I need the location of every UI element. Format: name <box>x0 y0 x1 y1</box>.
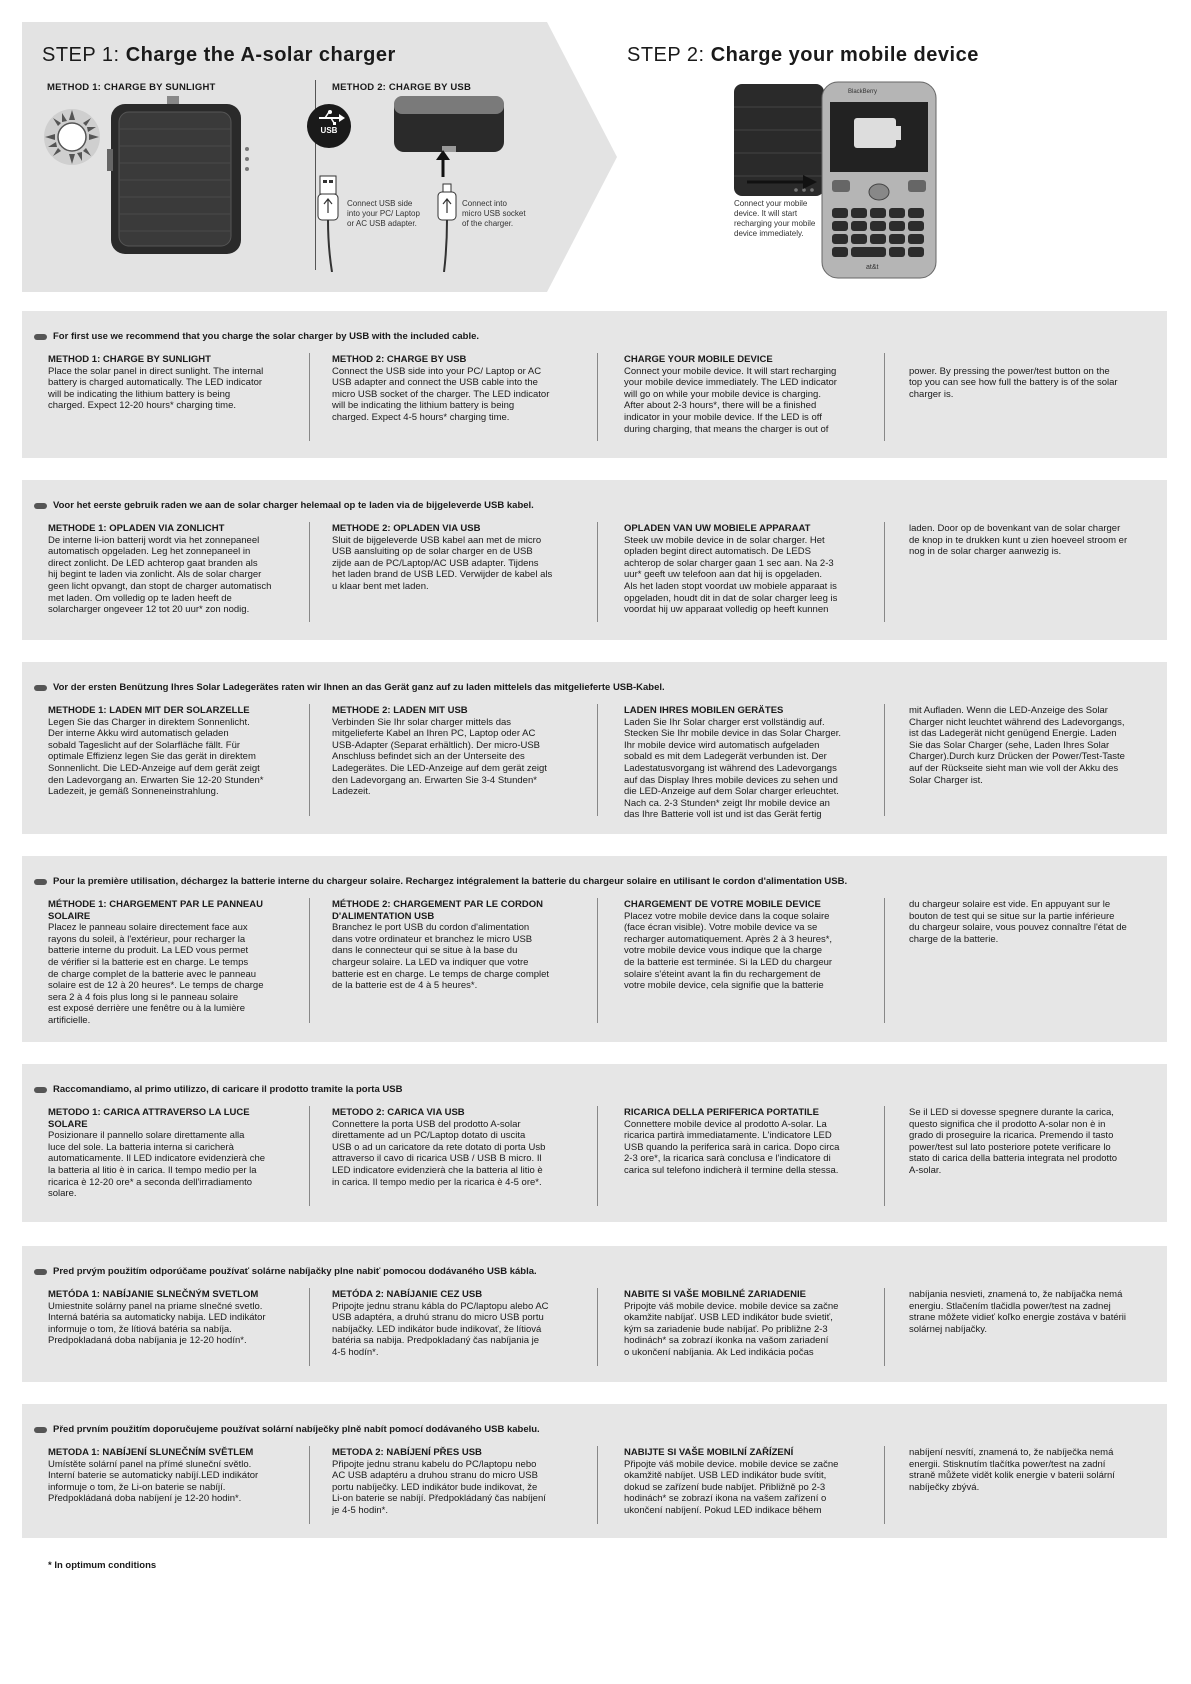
col-continued <box>909 705 1125 786</box>
col-heading: METHODE 1: OPLADEN VIA ZONLICHT <box>48 523 225 534</box>
flag-icon <box>34 503 47 509</box>
column-divider <box>597 1106 598 1206</box>
col-device <box>624 1447 838 1517</box>
section-french <box>22 856 1167 1042</box>
col-body: Connettere la porta USB del prodotto A-solar direttamente ad un PC/Laptop dotato di uscita USB o ad un caricatore da rete dotato di porta Usb attraverso il cavo di ricarica USB / USB B micro. Il LED indicatore evidenzierà che la batteria al litio è in carica. Il tempo medio per la ricarica è 4-5 ore*. <box>332 1118 546 1188</box>
col-body: Steek uw mobile device in de solar charger. Het opladen begint direct automatisch. De LEDS achterop de solar charger gaan 1 sec aan. Na 2-3 uur* geeft uw telefoon aan dat hij is opgeladen. Als het laden stopt voordat uw mobiele apparaat is opgeladen, houdt dit in dat de solar charger leeg is voordat hij uw apparaat volledig op heeft kunnen <box>624 534 838 616</box>
intro-text: Před prvním použitím doporučujeme používat solární nabíječky plně nabít pomocí dodávaného USB kabelu. <box>53 1424 540 1435</box>
col-body: mit Aufladen. Wenn die LED-Anzeige des Solar Charger nicht leuchtet während des Ladevorgangs, ist das Ladegerät nicht genügend Energie. Laden Sie das Solar Charger (sehe, Laden Ihres Solar Charger).Durch kurz Drücken der Power/Test-Taste auf der Rückseite sieht man wie voll der Akku des Solar Charger ist. <box>909 705 1125 786</box>
col-device <box>624 523 837 616</box>
column-divider <box>597 1288 598 1366</box>
col-heading: NABITE SI VAŠE MOBILNÉ ZARIADENIE <box>624 1289 806 1300</box>
arrow-up-icon <box>435 150 451 178</box>
sun-icon <box>42 107 102 167</box>
col-body: Připojte jednu stranu kabelu do PC/laptopu nebo AC USB adaptéru a druhou stranu do micro USB portu nabíječky. LED indikátor bude indikovat, že Li-on baterie se nabíjí. Předpokládaný čas nabíjení je 4-5 hodin*. <box>332 1458 546 1516</box>
col-heading: METHOD 2: CHARGE BY USB <box>332 354 467 365</box>
step1-title <box>42 44 396 67</box>
caption-device <box>734 199 815 239</box>
col-body: Branchez le port USB du cordon d'alimentation dans votre ordinateur et branchez le micro USB dans le connecteur qui se situe à la base du chargeur solaire. La LED va indiquer que votre batterie est en charge. Le temps de charge complet de la batterie est de 4 à 5 heures*. <box>332 922 550 992</box>
step2-heading: Charge your mobile device <box>710 44 979 66</box>
column-divider <box>884 898 885 1023</box>
col-device <box>624 899 832 992</box>
col-method1 <box>48 899 263 1027</box>
col-body: Pripojte jednu stranu kábla do PC/laptopu alebo AC USB adaptéra, a druhú stranu do micro USB portu nabíjačky. LED indikátor bude indikovať, že lítiová batéria sa nabija. Predpokladaný čas nabíjania je 4-5 hodín*. <box>332 1300 549 1358</box>
column-divider <box>884 1106 885 1206</box>
column-divider <box>597 1446 598 1524</box>
intro-czech <box>34 1424 540 1435</box>
col-body: Legen Sie das Charger in direktem Sonnenlicht. Der interne Akku wird automatisch geladen sobald Tageslicht auf der Solarfläche fällt. Für optimale Effizienz legen Sie das gerät in direktem Sonnenlicht. Die LED-Anzeige auf dem gerät zeigt den Ladevorgang an. Erwarten Sie 12-20 Stunden* Ladezeit, je gemäß Sonneneinstrahlung. <box>48 716 264 798</box>
column-divider <box>597 522 598 622</box>
col-heading: RICARICA DELLA PERIFERICA PORTATILE <box>624 1107 819 1118</box>
col-body: Umiestnite solárny panel na priame slnečné svetlo. Interná batéria sa automaticky nabija. LED indikátor informuje o tom, že lítiová batéria sa nabíja. Predpokladaná doba nabíjania je 12-20 hodín*. <box>48 1300 266 1347</box>
intro-slovak <box>34 1266 537 1277</box>
col-body: Připojte váš mobile device. mobile device se začne okamžitě nabíjet. USB LED indikátor bude svítit, dokud se zařízení bude nabíjet. Přibližně po 2-3 hodinách* se zobrazí ikona na vašem zařízení o ukončení nabíjení. Pokud LED indikace během <box>624 1458 839 1516</box>
col-heading: METÓDA 1: NABÍJANIE SLNEČNÝM SVETLOM <box>48 1289 259 1300</box>
col-heading: METHOD 1: CHARGE BY SUNLIGHT <box>48 354 211 365</box>
col-heading: CHARGE YOUR MOBILE DEVICE <box>624 354 773 365</box>
col-heading: METHODE 2: OPLADEN VIA USB <box>332 523 481 534</box>
col-method1 <box>48 354 263 412</box>
col-device <box>624 705 841 821</box>
col-body: du chargeur solaire est vide. En appuyant sur le bouton de test qui se situe sur la partie inférieure du chargeur solaire, vous pouvez connaître l'état de charge de la batterie. <box>909 899 1127 945</box>
column-divider <box>884 1446 885 1524</box>
col-body: Se il LED si dovesse spegnere durante la carica, questo significa che il prodotto A-solar non è in grado di proseguire la ricarica. Premendo il tasto power/test sul lato posteriore potete verificare lo stato di carica della batteria integrata nel prodotto A-solar. <box>909 1107 1118 1176</box>
method1-heading: METHOD 1: CHARGE BY SUNLIGHT <box>47 82 216 93</box>
col-heading: NABIJTE SI VAŠE MOBILNÍ ZAŘÍZENÍ <box>624 1447 794 1458</box>
micro-usb-cable-image <box>432 182 462 272</box>
col-body: Placez votre mobile device dans la coque solaire (face écran visible). Votre mobile device va se recharger automatiquement. Après 2 à 3 heures*, votre mobile device vous indique que la charge de la batterie est terminée. Si la LED du chargeur solaire s'éteint avant la fin du rechargement de votre mobile device, cela signifie que la batterie <box>624 910 833 992</box>
steps-panel <box>22 22 1167 292</box>
col-method2 <box>332 354 549 424</box>
col-continued <box>909 1289 1126 1335</box>
step2-title <box>627 44 979 67</box>
caption-device-text: Connect your mobile device. It will start recharging your mobile device immediately. <box>734 199 816 238</box>
caption-usb-side <box>347 199 420 229</box>
flag-icon <box>34 1087 47 1093</box>
caption-usb-side-text: Connect USB side into your PC/ Laptop or AC USB adapter. <box>347 199 420 228</box>
col-method2 <box>332 899 549 992</box>
section-slovak <box>22 1246 1167 1382</box>
col-heading: LADEN IHRES MOBILEN GERÄTES <box>624 705 784 716</box>
col-method2 <box>332 1107 545 1188</box>
col-body: Connettere mobile device al prodotto A-solar. La ricarica partirà immediatamente. L'indicatore LED USB quando la periferica sarà in carica. Dopo circa 2-3 ore*, la ricarica sarà conclusa e l'indicatore di carica sul telefono indicherà il termine della stessa. <box>624 1118 840 1176</box>
col-method2 <box>332 705 547 798</box>
intro-text: Voor het eerste gebruik raden we aan de solar charger helemaal op te laden via de bijgeleverde USB kabel. <box>53 500 534 511</box>
section-english <box>22 311 1167 458</box>
col-continued <box>909 899 1127 945</box>
intro-italian <box>34 1084 402 1095</box>
col-continued <box>909 523 1127 558</box>
intro-english <box>34 331 479 342</box>
intro-text: Vor der ersten Benützung Ihres Solar Ladegerätes raten wir Ihnen an das Gerät ganz auf zu laden mittelels das mitgelieferte USB-Kabel. <box>53 682 665 693</box>
intro-french <box>34 876 847 887</box>
col-heading: OPLADEN VAN UW MOBIELE APPARAAT <box>624 523 811 534</box>
col-continued <box>909 1107 1117 1177</box>
intro-dutch <box>34 500 534 511</box>
arrow-right-icon <box>747 174 817 190</box>
caption-micro-usb-text: Connect into micro USB socket of the charger. <box>462 199 526 228</box>
col-method1 <box>48 1447 258 1505</box>
column-divider <box>884 353 885 441</box>
phone-brand: BlackBerry <box>848 89 878 95</box>
col-body: Laden Sie Ihr Solar charger erst vollständig auf. Stecken Sie Ihr mobile device in das Solar Charger. Ihr mobile device wird automatisch aufgeladen sobald es mit dem Ladegerät verbunden ist. Der Ladestatusvorgang ist während des Ladevorgangs auf das Display Ihres mobile devices zu sehen und die LED-Anzeige auf dem Solar charger erleuchtet. Nach ca. 2-3 Stunden* zeigt Ihr mobile device an das Ihre Batterie voll ist und ist das Gerät fertig <box>624 716 842 821</box>
section-italian <box>22 1064 1167 1222</box>
column-divider <box>597 898 598 1023</box>
col-body: laden. Door op de bovenkant van de solar charger de knop in te drukken kunt u zien hoeveel stroom er nog in de solar charger aanwezig is. <box>909 523 1128 558</box>
col-body: De interne li-ion batterij wordt via het zonnepaneel automatisch opgeladen. Leg het zonnepaneel in direct zonlicht. De LED achterop gaat branden als hij begint te laden via zonlicht. Als de solar charger geen licht opvangt, dan stopt de charger automatisch met laden. Om volledig op te laden heeft de solarcharger ongeveer 12 tot 20 uur* zon nodig. <box>48 534 272 616</box>
col-body: Pripojte váš mobile device. mobile device sa začne okamžite nabíjať. USB LED indikátor bude svietiť, kým sa zariadenie bude nabíjať. Po približne 2-3 hodinách* sa zobrazí ikonka na vašom zariadení o ukončení nabíjania. Ak Led indikácia počas <box>624 1300 839 1358</box>
col-method1 <box>48 1289 266 1347</box>
method2-heading: METHOD 2: CHARGE BY USB <box>332 82 472 93</box>
col-body: Connect your mobile device. It will start recharging your mobile device immediately. The LED indicator will go on while your mobile device is charging. After about 2-3 hours*, there will be a finished indicator in your mobile device. If the LED is off during charging, that means the charger is out of <box>624 365 837 435</box>
section-dutch <box>22 480 1167 640</box>
col-method2 <box>332 1447 546 1517</box>
col-body: power. By pressing the power/test button on the top you can see how full the battery is of the solar charger is. <box>909 365 1118 400</box>
column-divider <box>884 1288 885 1366</box>
column-divider <box>309 353 310 441</box>
column-divider <box>309 1106 310 1206</box>
col-method1 <box>48 1107 265 1200</box>
col-heading: METHODE 1: LADEN MIT DER SOLARZELLE <box>48 705 250 716</box>
section-german <box>22 662 1167 834</box>
col-heading: MÉTHODE 1: CHARGEMENT PAR LE PANNEAU SOLAIRE <box>48 899 263 922</box>
intro-text: For first use we recommend that you charge the solar charger by USB with the included cable. <box>53 331 480 342</box>
column-divider <box>884 522 885 622</box>
flag-icon <box>34 1427 47 1433</box>
flag-icon <box>34 334 47 340</box>
column-divider <box>309 1446 310 1524</box>
solar-charger-image <box>107 94 257 259</box>
column-divider <box>309 522 310 622</box>
step2-prefix: STEP 2: <box>627 44 705 66</box>
intro-text: Pour la première utilisation, déchargez la batterie interne du chargeur solaire. Rechargez intégralement la batterie du chargeur solaire en utilisant le cordon d'alimentation USB. <box>53 876 848 887</box>
col-device <box>624 354 837 435</box>
charger-bottom-image <box>392 94 507 156</box>
col-heading: CHARGEMENT DE VOTRE MOBILE DEVICE <box>624 899 821 910</box>
col-body: Placez le panneau solaire directement face aux rayons du soleil, à l'extérieur, pour recharger la batterie interne du produit. La LED vous permet de vérifier si la batterie est en charge. Le temps de charge complet de la batterie avec le panneau solaire est de 12 à 20 heures*. Le temps de charge sera 2 à 4 fois plus long si le panneau solaire est exposé derrière une fenêtre ou à la lumière artificielle. <box>48 922 264 1026</box>
col-device <box>624 1289 838 1359</box>
intro-text: Pred prvým použitím odporúčame používať solárne nabíjačky plne nabiť pomocou dodávaného USB kábla. <box>53 1266 537 1277</box>
col-heading: METODO 2: CARICA VIA USB <box>332 1107 465 1118</box>
flag-icon <box>34 879 47 885</box>
footnote: * In optimum conditions <box>48 1560 157 1571</box>
col-method1 <box>48 705 264 798</box>
col-body: nabíjení nesvítí, znamená to, že nabíječka nemá energii. Stisknutím tlačítka power/test na zadní straně můžete vidět kolik energie v baterii solární nabíječky zbývá. <box>909 1447 1115 1493</box>
column-divider <box>309 898 310 1023</box>
column-divider <box>597 353 598 441</box>
col-body: Verbinden Sie Ihr solar charger mittels das mitgelieferte Kabel an Ihren PC, Laptop oder AC USB-Adapter (Separat erhältlich). Der micro-USB Anschluss befindet sich an der Unterseite des Ladegerätes. Die LED-Anzeige auf dem gerät zeigt den Ladevorgang an. Erwarten Sie 3-4 Stunden* Ladezeit. <box>332 716 547 798</box>
usb-cable-image <box>314 172 344 272</box>
caption-micro-usb <box>462 199 526 229</box>
col-body: Umístěte solární panel na přímé sluneční světlo. Interní baterie se automaticky nabíjí.LED indikátor informuje o tom, že Li-on baterie se nabíjí. Předpokládaná doba nabíjení je 12-20 hodin*. <box>48 1458 259 1505</box>
intro-text: Raccomandiamo, al primo utilizzo, di caricare il prodotto tramite la porta USB <box>53 1084 403 1095</box>
column-divider <box>884 704 885 816</box>
column-divider <box>597 704 598 816</box>
mobile-device-image <box>820 80 938 280</box>
col-heading: METODO 1: CARICA ATTRAVERSO LA LUCE SOLARE <box>48 1107 250 1130</box>
col-body: Sluit de bijgeleverde USB kabel aan met de micro USB aansluiting op de solar charger en de USB zijde aan de PC/Laptop/AC USB adapter. Tijdens het laden brand de USB LED. Verwijder de kabel als u klaar bent met laden. <box>332 534 553 592</box>
column-divider <box>309 1288 310 1366</box>
col-method2 <box>332 523 552 593</box>
col-continued <box>909 354 1118 400</box>
step1-prefix: STEP 1: <box>42 44 120 66</box>
col-body: Place the solar panel in direct sunlight. The internal battery is charged automatically. The LED indicator will be indicating the lithium battery is being charged. Expect 12-20 hours* charging time. <box>48 365 264 412</box>
col-continued <box>909 1447 1115 1493</box>
col-heading: MÉTHODE 2: CHARGEMENT PAR LE CORDON D'ALIMENTATION USB <box>332 899 543 922</box>
col-method2 <box>332 1289 549 1359</box>
flag-icon <box>34 1269 47 1275</box>
col-heading: METODA 2: NABÍJENÍ PŘES USB <box>332 1447 482 1458</box>
column-divider <box>309 704 310 816</box>
col-heading: METÓDA 2: NABÍJANIE CEZ USB <box>332 1289 483 1300</box>
col-body: Connect the USB side into your PC/ Laptop or AC USB adapter and connect the USB cable into the micro USB socket of the charger. The LED indicator will be indicating the lithium battery is being charged. Expect 4-5 hours* charging time. <box>332 365 550 423</box>
flag-icon <box>34 685 47 691</box>
usb-badge-label: USB <box>320 126 338 135</box>
col-heading: METODA 1: NABÍJENÍ SLUNEČNÍM SVĚTLEM <box>48 1447 254 1458</box>
step1-heading: Charge the A-solar charger <box>125 44 396 66</box>
col-heading: METHODE 2: LADEN MIT USB <box>332 705 468 716</box>
phone-carrier: at&t <box>866 264 879 271</box>
section-czech <box>22 1404 1167 1538</box>
col-body: nabíjania nesvieti, znamená to, že nabíjačka nemá energiu. Stlačením tlačidla power/test na zadnej strane môžete vidieť koľko energie zostáva v batérii solárnej nabíjačky. <box>909 1289 1127 1335</box>
col-body: Posizionare il pannello solare direttamente alla luce del sole. La batteria interna si caricherà automaticamente. Il LED indicatore evidenzierà che la batteria al litio è in carica. Il tempo medio per la ricarica è 12-20 ore* a seconda dell'irradiamento solare. <box>48 1130 266 1200</box>
col-method1 <box>48 523 271 616</box>
usb-icon <box>307 104 351 148</box>
col-device <box>624 1107 839 1177</box>
intro-german <box>34 682 665 693</box>
